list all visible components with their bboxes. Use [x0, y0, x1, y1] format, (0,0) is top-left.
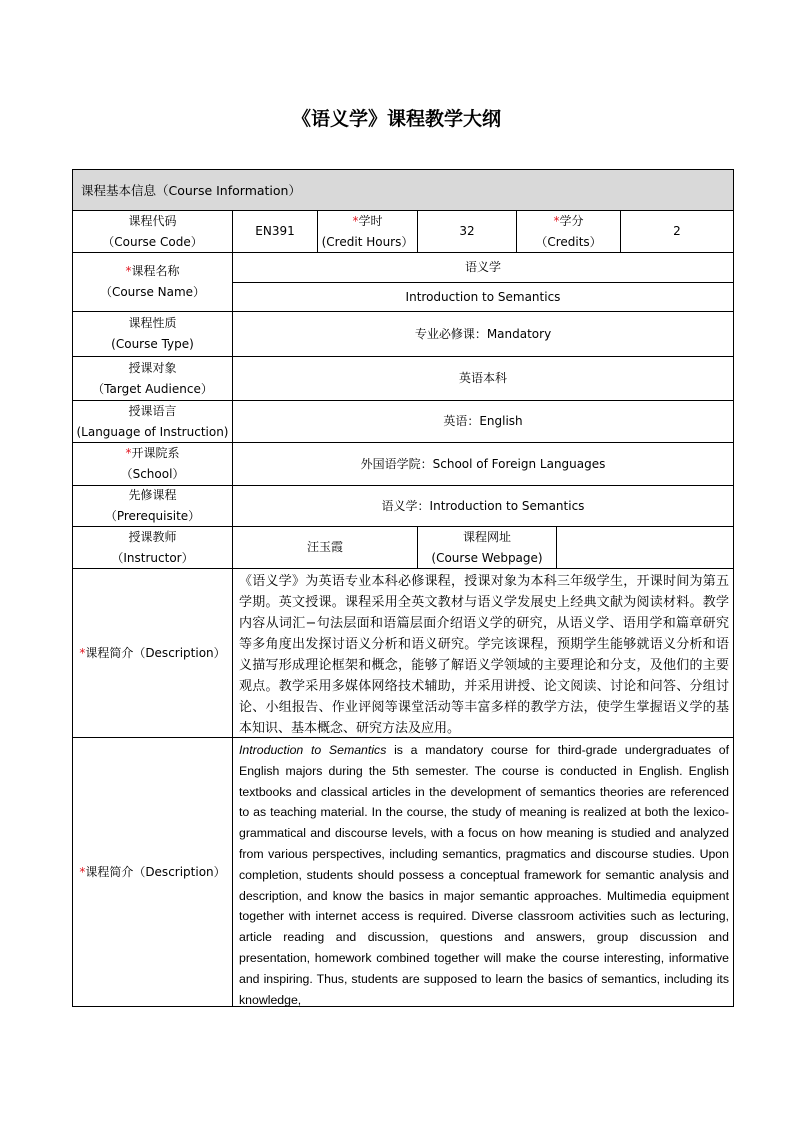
school-label-en: （School）: [120, 467, 185, 481]
target-audience-label-en: （Target Audience）: [92, 381, 213, 396]
instructor-label: [72, 526, 233, 569]
course-name-en: Introduction to Semantics: [232, 282, 734, 312]
course-info-table: [72, 169, 734, 1007]
language-value: 英语：English: [232, 400, 734, 443]
prerequisite-label-en: （Prerequisite）: [104, 509, 201, 523]
course-type-value: 专业必修课：Mandatory: [232, 311, 734, 357]
course-title-italic: Introduction to Semantics: [239, 743, 387, 757]
required-mark: *: [125, 264, 132, 278]
target-audience-label-zh: 授课对象: [128, 360, 177, 375]
description-en-label: *课程简介（Description）: [72, 737, 233, 1007]
course-type-label: [72, 311, 233, 357]
language-label-zh: 授课语言: [128, 403, 177, 418]
course-type-label-en: (Course Type): [111, 337, 194, 351]
school-value: 外国语学院：School of Foreign Languages: [232, 442, 734, 486]
description-zh-text: 《语义学》为英语专业本科必修课程，授课对象为本科三年级学生，开课时间为第五学期。英文授课。课程采用全英文教材与语义学发展史上经典文献为阅读材料。教学内容从词汇−句法层面和语篇层面介绍语义学的研究，从语义学、语用学和篇章研究等多角度出发探讨语义分析和语义研究。学完该课程，预期学生能够就语义分析和语义描写形成理论框架和概念，能够了解语义学领域的主要理论和分支，及他们的主要观点。教学采用多媒体网络技术辅助，并采用讲授、论文阅读、讨论和问答、分组讨论、小组报告、作业评阅等课堂活动等丰富多样的教学方法，使学生掌握语义学的基本知识、基本概念、研究方法及应用。: [232, 568, 734, 738]
school-label: [72, 442, 233, 486]
course-code-value: EN391: [232, 210, 318, 253]
credit-hours-label: [317, 210, 418, 253]
credits-label-zh: 学分: [559, 213, 584, 228]
instructor-label-en: （Instructor）: [111, 550, 194, 565]
course-code-label-zh: 课程代码: [128, 213, 177, 228]
course-name-label: [72, 252, 233, 312]
credit-hours-label-zh: 学时: [358, 213, 383, 228]
course-type-label-zh: 课程性质: [128, 316, 177, 330]
credit-hours-value: 32: [417, 210, 517, 253]
prerequisite-label: [72, 485, 233, 527]
required-mark: *: [352, 213, 359, 228]
required-mark: *: [79, 645, 86, 660]
webpage-value[interactable]: [556, 526, 734, 569]
description-en-text: Introduction to Semantics is a mandatory course for third-grade undergraduates of English majors during the 5th semester. The course is conducted in English. English textbooks and classical articles in the development of semantics theories are referenced to as teaching material. In the course, the study of meaning is realized at both the lexico-grammatical and discourse levels, with a focus on how meaning is studied and analyzed from various perspectives, including semantics, pragmatics and discourse studies. Upon completion, students should possess a conceptual framework for semantic analysis and description, and know the basics in major semantic approaches. Multimedia equipment together with internet access is required. Diverse classroom activities such as lecturing, article reading and discussion, questions and answers, group discussion and presentation, homework combined together will make the course interesting, informative and inspiring. Thus, students are supposed to learn the basics of semantics, including its knowledge,: [232, 737, 734, 1007]
section-header: 课程基本信息（Course Information）: [72, 169, 734, 211]
required-mark: *: [79, 864, 86, 879]
credits-label: [516, 210, 621, 253]
course-name-label-zh: 课程名称: [131, 264, 180, 278]
target-audience-label: [72, 356, 233, 401]
webpage-label-en: (Course Webpage): [431, 550, 543, 565]
page-title: 《语义学》课程教学大纲: [291, 108, 501, 130]
language-label: [72, 400, 233, 443]
credit-hours-label-en: (Credit Hours）: [321, 234, 414, 249]
credits-label-en: （Credits）: [535, 234, 602, 249]
prerequisite-value: 语义学：Introduction to Semantics: [232, 485, 734, 527]
course-name-label-en: （Course Name）: [99, 285, 206, 299]
target-audience-value: 英语本科: [232, 356, 734, 401]
instructor-label-zh: 授课教师: [128, 529, 177, 544]
instructor-value: 汪玉霞: [232, 526, 418, 569]
course-code-label: [72, 210, 233, 253]
required-mark: *: [553, 213, 560, 228]
course-name-zh: 语义学: [232, 252, 734, 283]
school-label-zh: 开课院系: [131, 446, 180, 460]
description-zh-label: *课程简介（Description）: [72, 568, 233, 738]
prerequisite-label-zh: 先修课程: [128, 488, 177, 502]
credits-value: 2: [620, 210, 734, 253]
required-mark: *: [125, 446, 132, 460]
course-code-label-en: （Course Code）: [102, 234, 203, 249]
webpage-label-zh: 课程网址: [462, 529, 511, 544]
webpage-label: [417, 526, 557, 569]
language-label-en: (Language of Instruction): [76, 424, 229, 439]
